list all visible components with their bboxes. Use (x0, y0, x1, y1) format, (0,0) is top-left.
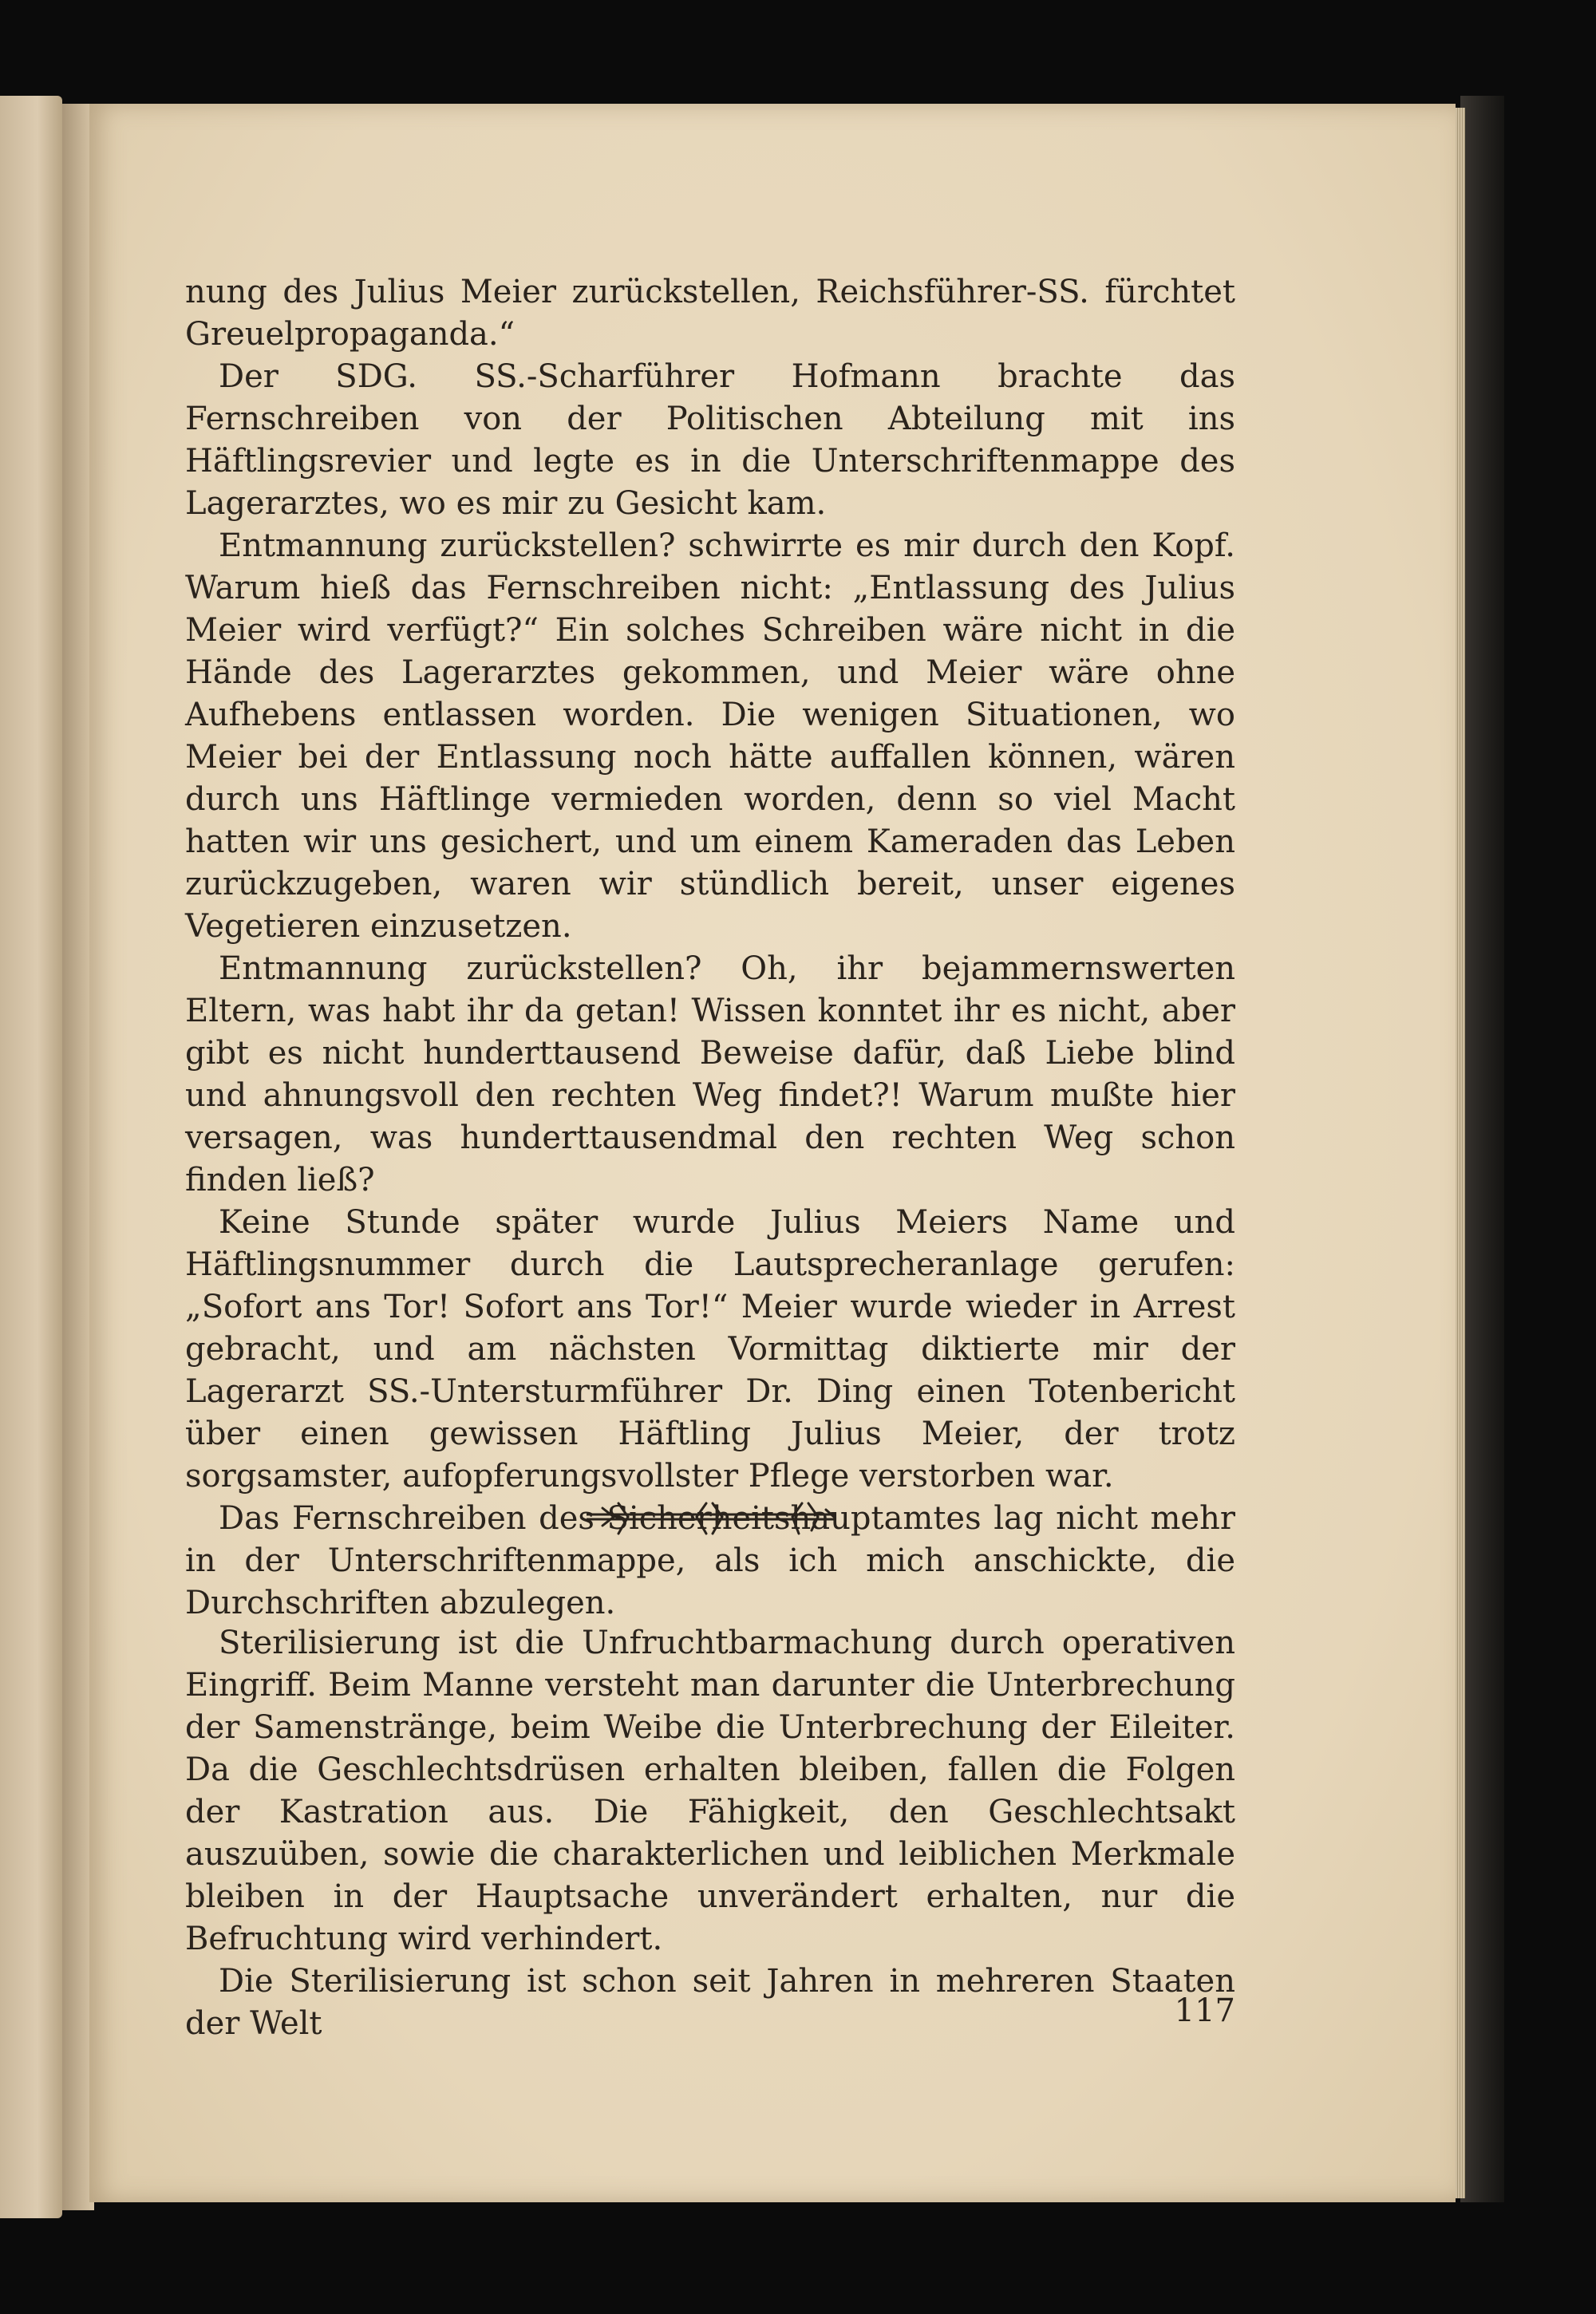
previous-page-edge (0, 96, 62, 2218)
barbed-wire-ornament-icon (587, 1497, 834, 1537)
paragraph: Die Sterilisierung ist schon seit Jahren in mehreren Staaten der Welt (185, 1963, 1235, 2042)
paragraph: Entmannung zurückstellen? Oh, ihr bejammernswerten Eltern, was habt ihr da getan! Wissen konntet ihr es nicht, aber gibt es nicht hunderttausend Beweise dafür, daß Liebe blind und ahnungsvoll den rechten Weg findet?! Warum mußte hier versagen, was hunderttausendmal den rechten Weg schon finden ließ? (185, 950, 1235, 1198)
paragraph: Sterilisierung ist die Unfruchtbarmachung durch operativen Eingriff. Beim Manne versteht man darunter die Unterbrechung der Samenstränge, beim Weibe die Unterbrechung der Eileiter. Da die Geschlechtsdrüsen erhalten bleiben, fallen die Folgen der Kastration aus. Die Fähigkeit, den Geschlechtsakt auszuüben, sowie die charakterlichen und leiblichen Merkmale bleiben in der Hauptsache unverändert erhalten, nur die Befruchtung wird verhindert. (185, 1625, 1235, 1957)
paragraph: Das Fernschreiben des Sicherheitshauptamtes lag nicht mehr in der Unterschriftenmappe, als ich mich anschickte, die Durchschriften abzulegen. (185, 1500, 1235, 1621)
book-cover-edge (1460, 96, 1504, 2202)
section-text (185, 1622, 1235, 2045)
paragraph: Der SDG. SS.-Scharführer Hofmann brachte das Fernschreiben von der Politischen Abteilung mit ins Häftlingsrevier und legte es in die Unterschriftenmappe des Lagerarztes, wo es mir zu Gesicht kam. (185, 358, 1235, 522)
paragraph: Keine Stunde später wurde Julius Meiers Name und Häftlingsnummer durch die Lautsprecheranlage gerufen: „Sofort ans Tor! Sofort ans Tor!“ Meier wurde wieder in Arrest gebracht, und am nächsten Vormittag diktierte mir der Lagerarzt SS.-Untersturmführer Dr. Ding einen Totenbericht über einen gewissen Häftling Julius Meier, der trotz sorgsamster, aufopferungsvollster Pflege verstorben war. (185, 1204, 1235, 1495)
paragraph: Entmannung zurückstellen? schwirrte es mir durch den Kopf. Warum hieß das Fernschreiben nicht: „Entlassung des Julius Meier wird verfügt?“ Ein solches Schreiben wäre nicht in die Hände des Lagerarztes gekommen, und Meier wäre ohne Aufhebens entlassen worden. Die wenigen Situationen, wo Meier bei der Entlassung noch hätte auffallen können, wären durch uns Häftlinge vermieden worden, denn so viel Macht hatten wir uns gesichert, und um einem Kameraden das Leben zurückzugeben, waren wir stündlich bereit, unser eigenes Vegetieren einzusetzen. (185, 527, 1235, 945)
page-number: 117 (1174, 1992, 1235, 2029)
paragraph: nung des Julius Meier zurückstellen, Reichsführer-SS. fürchtet Greuelpropaganda.“ (185, 274, 1235, 353)
main-text (185, 271, 1235, 1625)
